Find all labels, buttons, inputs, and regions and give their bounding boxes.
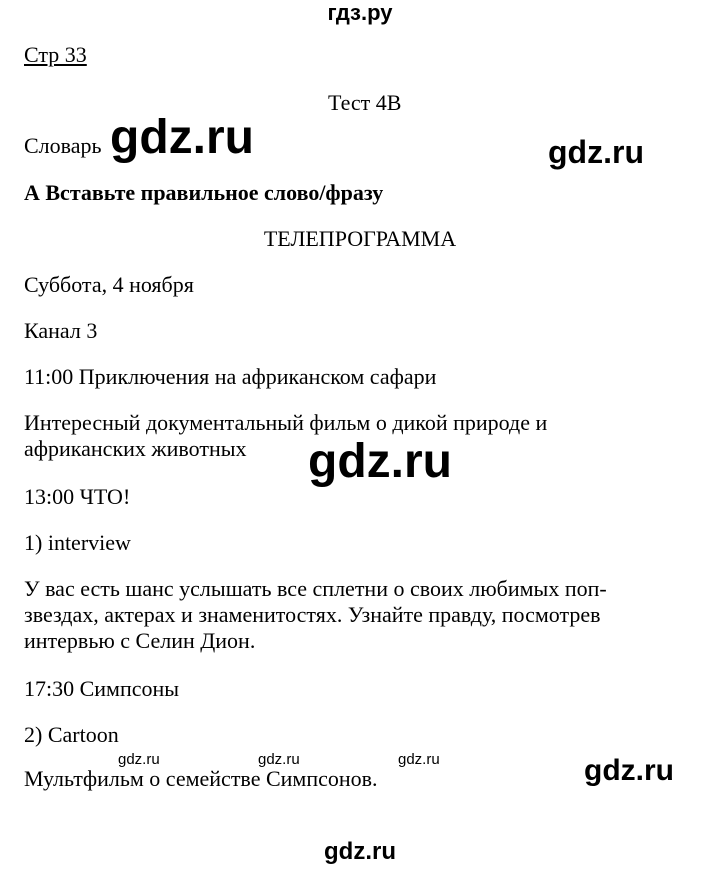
show2-description-line1: У вас есть шанс услышать все сплетни о своих любимых поп- bbox=[24, 576, 607, 601]
task-heading: А Вставьте правильное слово/фразу bbox=[24, 180, 384, 205]
program-title: ТЕЛЕПРОГРАММА bbox=[263, 226, 457, 251]
dictionary-label: Словарь bbox=[24, 133, 102, 158]
show1-description-line2: африканских животных bbox=[24, 436, 247, 461]
show3-time-title: 17:30 Симпсоны bbox=[24, 676, 180, 701]
watermark-small-1: gdz.ru bbox=[118, 751, 160, 768]
show1-description-line1: Интересный документальный фильм о дикой природе и bbox=[24, 410, 548, 435]
test-title: Тест 4В bbox=[328, 90, 402, 115]
channel-line: Канал 3 bbox=[24, 318, 98, 343]
answer-2: 2) Cartoon bbox=[24, 722, 119, 747]
page-reference: Стр 33 bbox=[24, 42, 87, 67]
watermark-right-1: gdz.ru bbox=[548, 134, 644, 170]
answer-1: 1) interview bbox=[24, 530, 131, 555]
footer-watermark: gdz.ru bbox=[324, 838, 396, 865]
watermark-large-1: gdz.ru bbox=[110, 111, 254, 164]
date-line: Суббота, 4 ноября bbox=[24, 272, 194, 297]
watermark-large-2: gdz.ru bbox=[308, 435, 452, 488]
show2-description-line3: интервью с Селин Дион. bbox=[24, 628, 256, 653]
show2-description-line2: звездах, актерах и знаменитостях. Узнайте правду, посмотрев bbox=[24, 602, 601, 627]
show3-description: Мультфильм о семействе Симпсонов. bbox=[24, 766, 378, 791]
watermark-small-3: gdz.ru bbox=[398, 751, 440, 768]
header-watermark: гдз.ру bbox=[327, 0, 393, 25]
watermark-right-2: gdz.ru bbox=[584, 754, 674, 787]
watermark-small-2: gdz.ru bbox=[258, 751, 300, 768]
show1-time-title: 11:00 Приключения на африканском сафари bbox=[24, 364, 437, 389]
show2-time-title: 13:00 ЧТО! bbox=[24, 484, 131, 509]
